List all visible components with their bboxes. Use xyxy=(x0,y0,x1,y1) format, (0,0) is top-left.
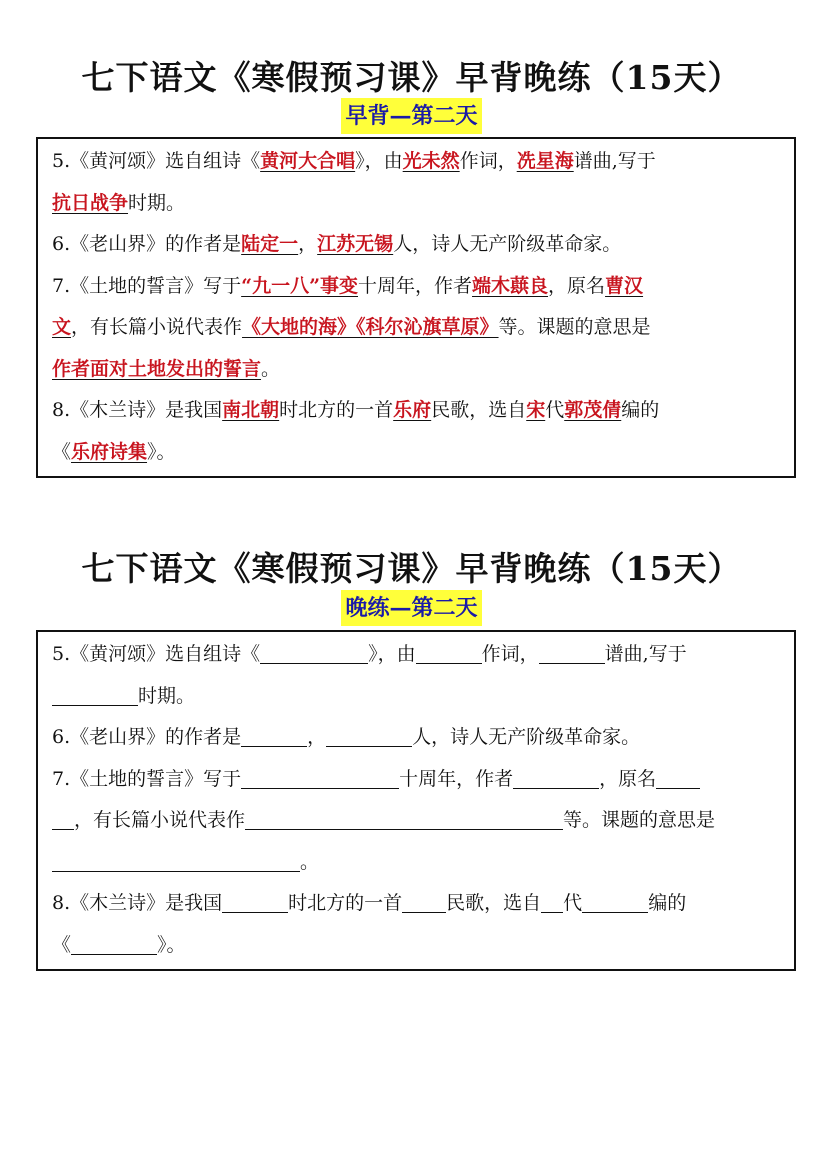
blank-input[interactable] xyxy=(416,641,482,664)
text: 6.《老山界》的作者是 xyxy=(52,233,242,255)
text: ， xyxy=(298,233,318,255)
blank-input[interactable] xyxy=(245,807,563,830)
blank-input[interactable] xyxy=(52,683,138,706)
text: 代 xyxy=(545,399,565,421)
text: 。 xyxy=(261,357,281,380)
evening-exercise-box xyxy=(36,630,796,971)
blank-input[interactable] xyxy=(539,641,605,664)
blank-input[interactable] xyxy=(241,724,307,747)
answer: 黄河大合唱 xyxy=(260,150,356,172)
text: 《 xyxy=(52,933,72,956)
text: 5.《黄河颂》选自组诗《 xyxy=(52,150,261,172)
blank-input[interactable] xyxy=(222,890,288,913)
subtitle-morning: 早背—第二天 xyxy=(341,98,481,134)
blank-input[interactable] xyxy=(52,849,300,872)
answer: 南北朝 xyxy=(222,399,280,421)
answer: 曹汉 xyxy=(605,274,644,297)
text: 十周年，作者 xyxy=(399,767,514,790)
q5-line-2 xyxy=(52,183,780,225)
text: 作词， xyxy=(481,643,539,665)
q5-line-1 xyxy=(52,634,780,676)
text: 6.《老山界》的作者是 xyxy=(52,726,242,748)
text: 民歌，选自 xyxy=(446,892,542,914)
text: 7.《土地的誓言》写于 xyxy=(52,767,242,790)
text: 人，诗人无产阶级革命家。 xyxy=(393,233,622,255)
answer: 乐府诗集 xyxy=(71,440,148,463)
answer: 冼星海 xyxy=(516,150,574,172)
blank-input[interactable] xyxy=(541,890,563,913)
text: ， xyxy=(307,726,327,748)
q5-line-2 xyxy=(52,676,780,718)
text: 时北方的一首 xyxy=(279,399,394,421)
text: 时期。 xyxy=(128,191,186,214)
text: 5.《黄河颂》选自组诗《 xyxy=(52,643,261,665)
answer: 端木蕻良 xyxy=(472,274,549,297)
q8-line-1 xyxy=(52,390,780,432)
blank-input[interactable] xyxy=(402,890,446,913)
text: 》。 xyxy=(147,440,176,463)
blank-input[interactable] xyxy=(71,932,157,955)
page-title-morning: 七下语文《寒假预习课》早背晚练（15天） xyxy=(81,58,742,97)
text: 编的 xyxy=(648,892,687,914)
text: ，原名 xyxy=(599,767,657,790)
answer: 宋 xyxy=(526,399,546,421)
text: ，原名 xyxy=(548,274,606,297)
text: 等。课题的意思是 xyxy=(498,316,651,338)
text: 谱曲,写于 xyxy=(573,150,656,172)
q5-line-1 xyxy=(52,141,780,183)
q7-line-2 xyxy=(52,307,780,349)
answer: 陆定一 xyxy=(241,233,299,255)
text: 作词， xyxy=(459,150,517,172)
answer: 郭茂倩 xyxy=(564,399,622,421)
text: 》，由 xyxy=(368,643,416,665)
morning-answer-box xyxy=(36,137,796,478)
blank-input[interactable] xyxy=(582,890,648,913)
q8-line-1 xyxy=(52,883,780,925)
text: 。 xyxy=(300,850,320,873)
answer: “九一八”事变 xyxy=(241,274,358,297)
page-title-evening: 七下语文《寒假预习课》早背晚练（15天） xyxy=(81,549,742,588)
text: 谱曲,写于 xyxy=(604,643,687,665)
text: 编的 xyxy=(621,399,660,421)
q7-line-3 xyxy=(52,842,780,884)
answer: 抗日战争 xyxy=(52,191,129,214)
answer: 江苏无锡 xyxy=(317,233,394,255)
answer: 乐府 xyxy=(393,399,432,421)
q7-line-3 xyxy=(52,349,780,391)
blank-input[interactable] xyxy=(513,766,599,789)
text: 时北方的一首 xyxy=(288,892,403,914)
subtitle-evening: 晚练—第二天 xyxy=(341,590,481,626)
text: ，有长篇小说代表作 xyxy=(71,316,243,338)
q7-line-2 xyxy=(52,800,780,842)
text: 时期。 xyxy=(138,684,196,707)
text: 民歌，选自 xyxy=(431,399,527,421)
text: ，有长篇小说代表作 xyxy=(74,809,246,831)
q7-line-1 xyxy=(52,266,780,308)
answer: 《大地的海》《科尔沁旗草原》 xyxy=(242,316,499,338)
text: 等。课题的意思是 xyxy=(563,809,716,831)
q8-line-2 xyxy=(52,432,780,474)
q6-line xyxy=(52,224,780,266)
text: 人，诗人无产阶级革命家。 xyxy=(412,726,641,748)
q6-line xyxy=(52,717,780,759)
text: 8.《木兰诗》是我国 xyxy=(52,892,223,914)
blank-input[interactable] xyxy=(52,807,74,830)
text: 8.《木兰诗》是我国 xyxy=(52,399,223,421)
q8-line-2 xyxy=(52,925,780,967)
text: 《 xyxy=(52,440,72,463)
blank-input[interactable] xyxy=(326,724,412,747)
text: 》。 xyxy=(157,933,186,956)
text: 7.《土地的誓言》写于 xyxy=(52,274,242,297)
blank-input[interactable] xyxy=(656,766,700,789)
answer: 文 xyxy=(52,316,72,338)
text: 代 xyxy=(563,892,583,914)
blank-input[interactable] xyxy=(241,766,399,789)
text: 》，由 xyxy=(355,150,403,172)
answer: 光未然 xyxy=(402,150,460,172)
q7-line-1 xyxy=(52,759,780,801)
blank-input[interactable] xyxy=(260,641,368,664)
answer: 作者面对土地发出的誓言 xyxy=(52,357,262,380)
text: 十周年，作者 xyxy=(358,274,473,297)
